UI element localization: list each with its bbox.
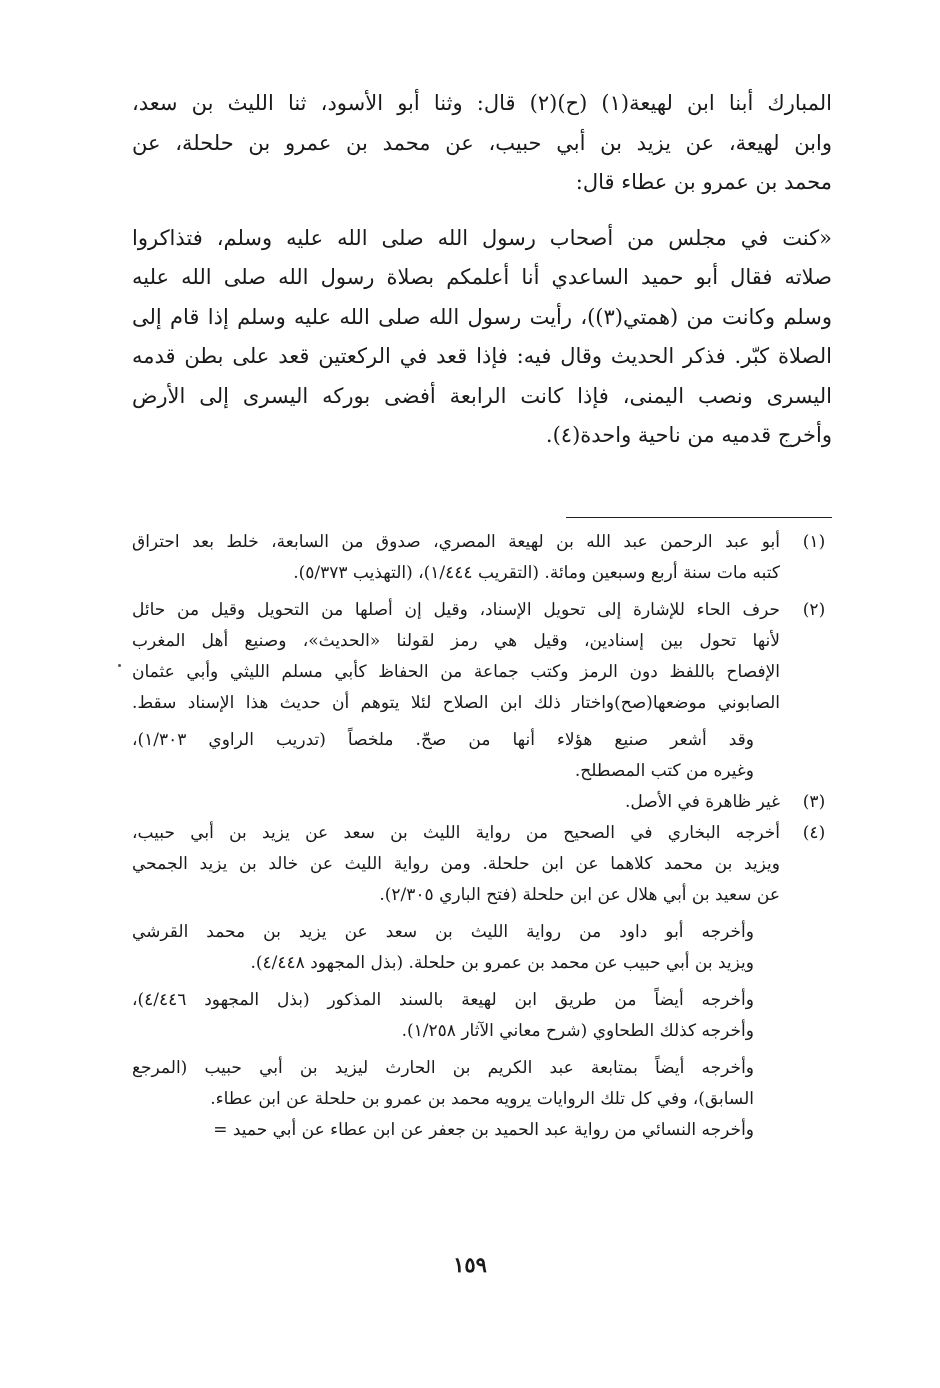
main-paragraph-2 (132, 219, 832, 456)
footnote-block (132, 725, 780, 787)
footnote-block (132, 527, 780, 589)
main-text (132, 84, 832, 456)
footnote-line: الإفصاح باللفظ دون الرمز وكتب جماعة من الحفاظ كأبي مسلم الليثي وأبي عثمان (132, 662, 780, 682)
footnote-line: وأخرجه كذلك الطحاوي (شرح معاني الآثار ١/٢٥٨). (401, 1021, 754, 1041)
text-line: وسلم وكانت من (همتي(٣))، رأيت رسول الله صلى الله عليه وسلم إذا قام إلى (132, 304, 832, 329)
footnote-line: وأخرجه النسائي من رواية عبد الحميد بن جعفر عن ابن عطاء عن أبي حميد = (213, 1120, 754, 1140)
footnote-line: حرف الحاء للإشارة إلى تحويل الإسناد، وقيل إن أصلها من التحويل وقيل من حائل (132, 600, 780, 620)
text-line: المبارك أبنا ابن لهيعة(١) (ح)(٢) قال: وثنا أبو الأسود، ثنا الليث بن سعد، (132, 91, 832, 115)
footnote-line: وأخرجه أيضاً بمتابعة عبد الكريم بن الحارث ليزيد بن أبي حبيب (المرجع (132, 1058, 754, 1078)
footnote-block (132, 595, 780, 719)
footnote-line: وغيره من كتب المصطلح. (574, 761, 754, 781)
main-paragraph-1 (132, 84, 832, 203)
footnote-number: (٢) (802, 600, 826, 620)
footnote-line: وقد أشعر صنيع هؤلاء أنها من صحّ. ملخصاً (تدريب الراوي ١/٣٠٣)، (132, 730, 754, 750)
footnote-line: وأخرجه أيضاً من طريق ابن لهيعة بالسند المذكور (بذل المجهود ٤/٤٤٦)، (132, 990, 754, 1010)
footnote-4 (132, 818, 832, 1146)
footnote-line: أخرجه البخاري في الصحيح من رواية الليث بن سعد عن يزيد بن أبي حبيب، (132, 823, 780, 843)
footnote-1 (132, 527, 832, 589)
footnote-number: (٤) (802, 823, 826, 843)
footnote-line: كتبه مات سنة أربع وسبعين ومائة. (التقريب ١/٤٤٤)، (التهذيب ٥/٣٧٣). (293, 563, 780, 583)
footnote-block (132, 985, 780, 1047)
footnote-line: الصابوني موضعها(صح)واختار ذلك ابن الصلاح لئلا يتوهم أن حديث هذا الإسناد سقط. (132, 693, 780, 713)
footnote-3 (132, 787, 832, 818)
text-line: «كنت في مجلس من أصحاب رسول الله صلى الله عليه وسلم، فتذاكروا (132, 225, 832, 250)
text-line: وأخرج قدميه من ناحية واحدة(٤). (545, 423, 832, 447)
text-line: وابن لهيعة، عن يزيد بن أبي حبيب، عن محمد بن عمرو بن حلحلة، عن (132, 130, 832, 155)
footnote-2 (132, 595, 832, 787)
page-number: ١٥٩ (453, 1252, 487, 1277)
text-line: اليسرى ونصب اليمنى، فإذا كانت الرابعة أفضى بوركه اليسرى إلى الأرض (132, 383, 832, 408)
footnote-number: (١) (802, 532, 826, 552)
text-line: صلاته فقال أبو حميد الساعدي أنا أعلمكم بصلاة رسول الله صلى الله عليه (132, 265, 832, 289)
footnote-separator (566, 517, 832, 518)
footnote-line: أبو عبد الرحمن عبد الله بن لهيعة المصري، صدوق من السابعة، خلط بعد احتراق (132, 532, 780, 552)
footnote-line: ويزيد بن محمد كلاهما عن ابن حلحلة. ومن رواية الليث عن خالد بن يزيد الجمحي (132, 854, 780, 874)
footnote-line: لأنها تحول بين إسنادين، وقيل هي رمز لقولنا «الحديث»، وصنيع أهل المغرب (132, 631, 780, 651)
footnote-block (132, 917, 780, 979)
print-speck (118, 664, 121, 667)
paragraph-spacer (132, 203, 832, 219)
footnote-line: غير ظاهرة في الأصل. (624, 792, 780, 812)
footnote-block (132, 818, 780, 911)
footnote-number: (٣) (802, 792, 826, 812)
footnotes (132, 527, 832, 1146)
text-line: محمد بن عمرو بن عطاء قال: (575, 170, 832, 194)
footnote-line: ويزيد بن أبي حبيب عن محمد بن عمرو بن حلحلة. (بذل المجهود ٤/٤٤٨). (250, 953, 754, 973)
text-line: الصلاة كبّر. فذكر الحديث وقال فيه: فإذا قعد في الركعتين قعد على بطن قدمه (132, 344, 832, 368)
footnote-line: السابق)، وفي كل تلك الروايات يرويه محمد بن عمرو بن حلحلة عن ابن عطاء. (210, 1089, 754, 1109)
footnote-line: وأخرجه أبو داود من رواية الليث بن سعد عن يزيد بن محمد القرشي (132, 922, 754, 942)
footnote-block (132, 1115, 780, 1146)
footnote-block (132, 1053, 780, 1115)
footnote-block (132, 787, 780, 818)
footnote-line: عن سعيد بن أبي هلال عن ابن حلحلة (فتح الباري ٢/٣٠٥). (379, 885, 780, 905)
